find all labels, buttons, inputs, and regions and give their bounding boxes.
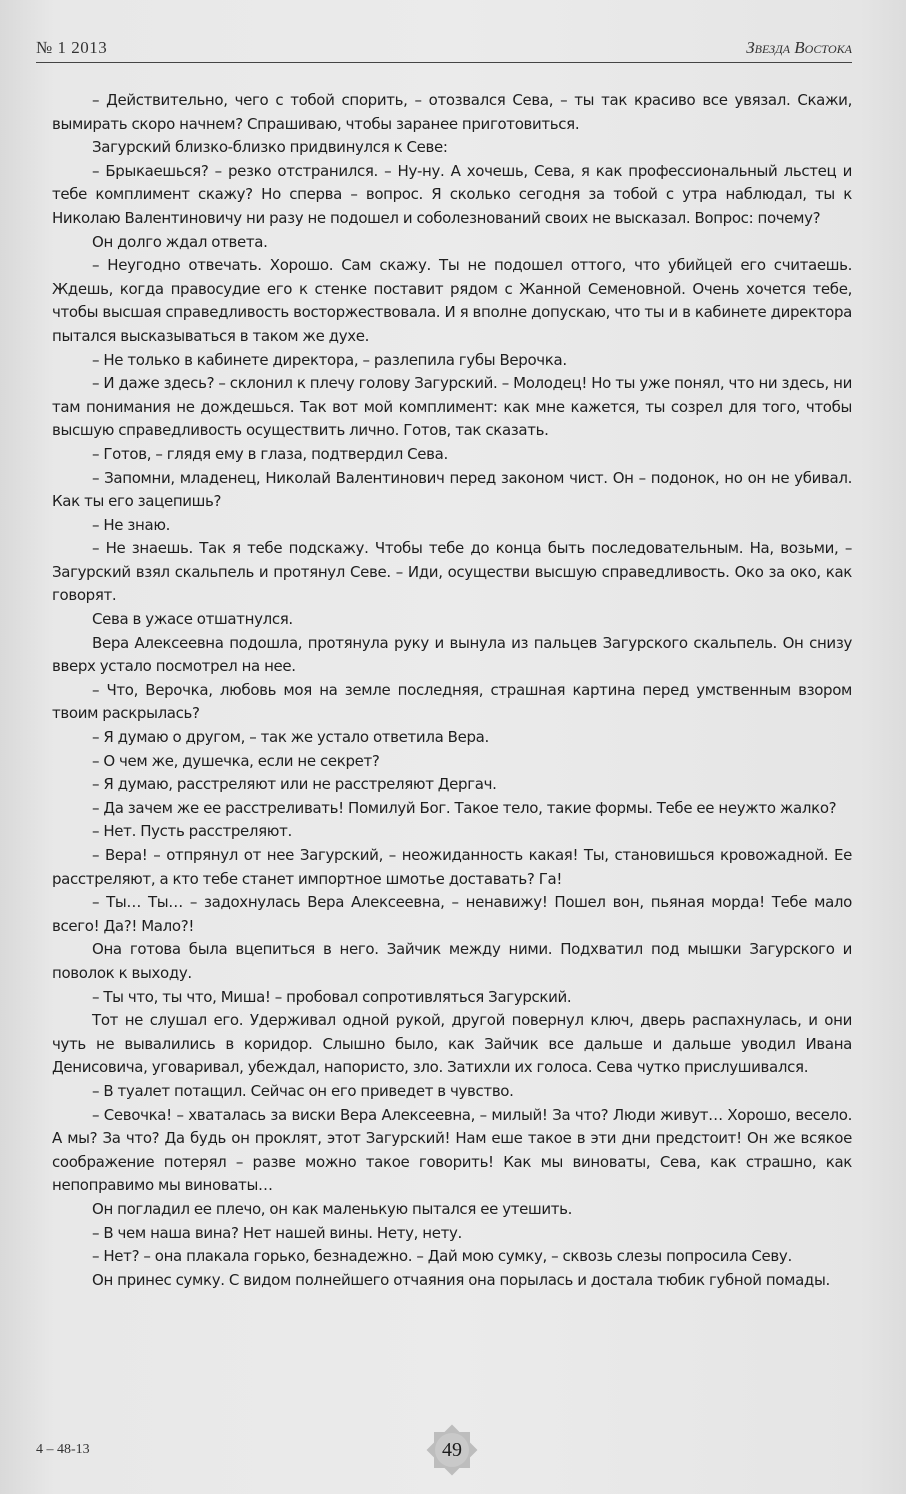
paragraph: – Вера! – отпрянул от нее Загурский, – неожиданность какая! Ты, становишься кровожадной. Ее расстреляют, а кто тебе станет импортное шмотье доставать? Га! (52, 846, 852, 888)
paragraph: – Я думаю, расстреляют или не расстреляют Дергач. (92, 775, 497, 794)
paragraph: – Ты что, ты что, Миша! – пробовал сопротивляться Загурский. (92, 987, 572, 1006)
paragraph: Он долго ждал ответа. (92, 232, 268, 251)
signature-code: 4 – 48-13 (36, 1442, 90, 1457)
paragraph: – Не знаю. (92, 515, 171, 534)
page-number-badge (426, 1424, 478, 1476)
paragraph: – Готов, – глядя ему в глаза, подтвердил Сева. (92, 444, 448, 463)
paragraph: – Ты… Ты… – задохнулась Вера Алексеевна, – ненавижу! Пошел вон, пьяная морда! Тебе мало всего! Да?! Мало?! (52, 893, 852, 935)
paragraph: Он погладил ее плечо, он как маленькую пытался ее утешить. (92, 1199, 573, 1218)
paragraph: – В чем наша вина? Нет нашей вины. Нету, нету. (92, 1223, 462, 1242)
paragraph: – Нет. Пусть расстреляют. (92, 822, 292, 841)
paragraph: – Неугодно отвечать. Хорошо. Сам скажу. Ты не подошел оттого, что убийцей его считаешь. Ждешь, когда правосудие его к стенке поставит рядом с Жанной Семеновной. Очень хочется тебе, чтобы высшая справедливость восторжествовала. И я вполне допускаю, что ты и в кабинете директора пытался высказываться в таком же духе. (52, 256, 852, 345)
paragraph: – О чем же, душечка, если не секрет? (92, 751, 380, 770)
paragraph: Загурский близко-близко придвинулся к Севе: (92, 138, 448, 157)
issue-number: № 1 2013 (36, 38, 108, 57)
page-number: 49 (442, 1439, 462, 1461)
paragraph: Она готова была вцепиться в него. Зайчик между ними. Подхватил под мышки Загурского и поволок к выходу. (52, 940, 852, 982)
paragraph: Он принес сумку. С видом полнейшего отчаяния она порылась и достала тюбик губной помады. (92, 1270, 830, 1289)
journal-title: Звезда Востока (746, 38, 852, 57)
paragraph: – Брыкаешься? – резко отстранился. – Ну-ну. А хочешь, Сева, я как профессиональный льстец и тебе комплимент скажу? Но сперва – вопрос. Я сколько сегодня за тобой с утра наблюдал, ты к Николаю Валентиновичу ни разу не подошел и соболезнований своих не высказал. Вопрос: почему? (52, 161, 852, 227)
paragraph: – Нет? – она плакала горько, безнадежно. – Дай мою сумку, – сквозь слезы попросила Севу. (92, 1247, 792, 1266)
paragraph: – Да зачем же ее расстреливать! Помилуй Бог. Такое тело, такие формы. Тебе ее неужто жалко? (92, 798, 837, 817)
paragraph: Сева в ужасе отшатнулся. (92, 610, 293, 629)
paragraph: – В туалет потащил. Сейчас он его приведет в чувство. (92, 1081, 514, 1100)
paragraph: – Севочка! – хваталась за виски Вера Алексеевна, – милый! За что? Люди живут… Хорошо, весело. А мы? За что? Да будь он проклят, этот Загурский! Нам еше такое в эти дни предстоит! Он же всякое соображение потерял – разве можно такое говорить! Как мы виноваты, Сева, как страшно, как непоправимо мы виноваты… (52, 1105, 852, 1195)
paragraph: – Не знаешь. Так я тебе подскажу. Чтобы тебе до конца быть последовательным. На, возьми, – Загурский взял скальпель и протянул Севе. – Иди, осуществи высшую справедливость. Око за око, как говорят. (52, 539, 852, 605)
paragraph: – Действительно, чего с тобой спорить, – отозвался Сева, – ты так красиво все увязал. Скажи, вымирать скоро начнем? Спрашиваю, чтобы заранее приготовиться. (52, 91, 852, 133)
paragraph: Тот не слушал его. Удерживал одной рукой, другой повернул ключ, дверь распахнулась, и они чуть не вывалились в коридор. Слышно было, как Зайчик все дальше и дальше уводил Ивана Денисовича, уговаривал, убеждал, напористо, зло. Затихли их голоса. Сева чутко прислушивался. (52, 1011, 852, 1077)
paragraph: Вера Алексеевна подошла, протянула руку и вынула из пальцев Загурского скальпель. Он снизу вверх устало посмотрел на нее. (52, 633, 852, 676)
paragraph: – Запомни, младенец, Николай Валентинович перед законом чист. Он – подонок, но он не убивал. Как ты его зацепишь? (52, 468, 852, 511)
paragraph: – Я думаю о другом, – так же устало ответила Вера. (92, 728, 489, 747)
paragraph: – И даже здесь? – склонил к плечу голову Загурский. – Молодец! Но ты уже понял, что ни здесь, ни там понимания не дождешься. Так вот мой комплимент: как мне кажется, ты созрел для того, чтобы высшую справедливость осуществить лично. Готов, так сказать. (52, 374, 852, 440)
paragraph: – Что, Верочка, любовь моя на земле последняя, страшная картина перед умственным взором твоим раскрылась? (52, 680, 852, 723)
running-header (36, 38, 852, 63)
article-text (52, 89, 852, 1292)
paragraph: – Не только в кабинете директора, – разлепила губы Верочка. (92, 350, 567, 369)
